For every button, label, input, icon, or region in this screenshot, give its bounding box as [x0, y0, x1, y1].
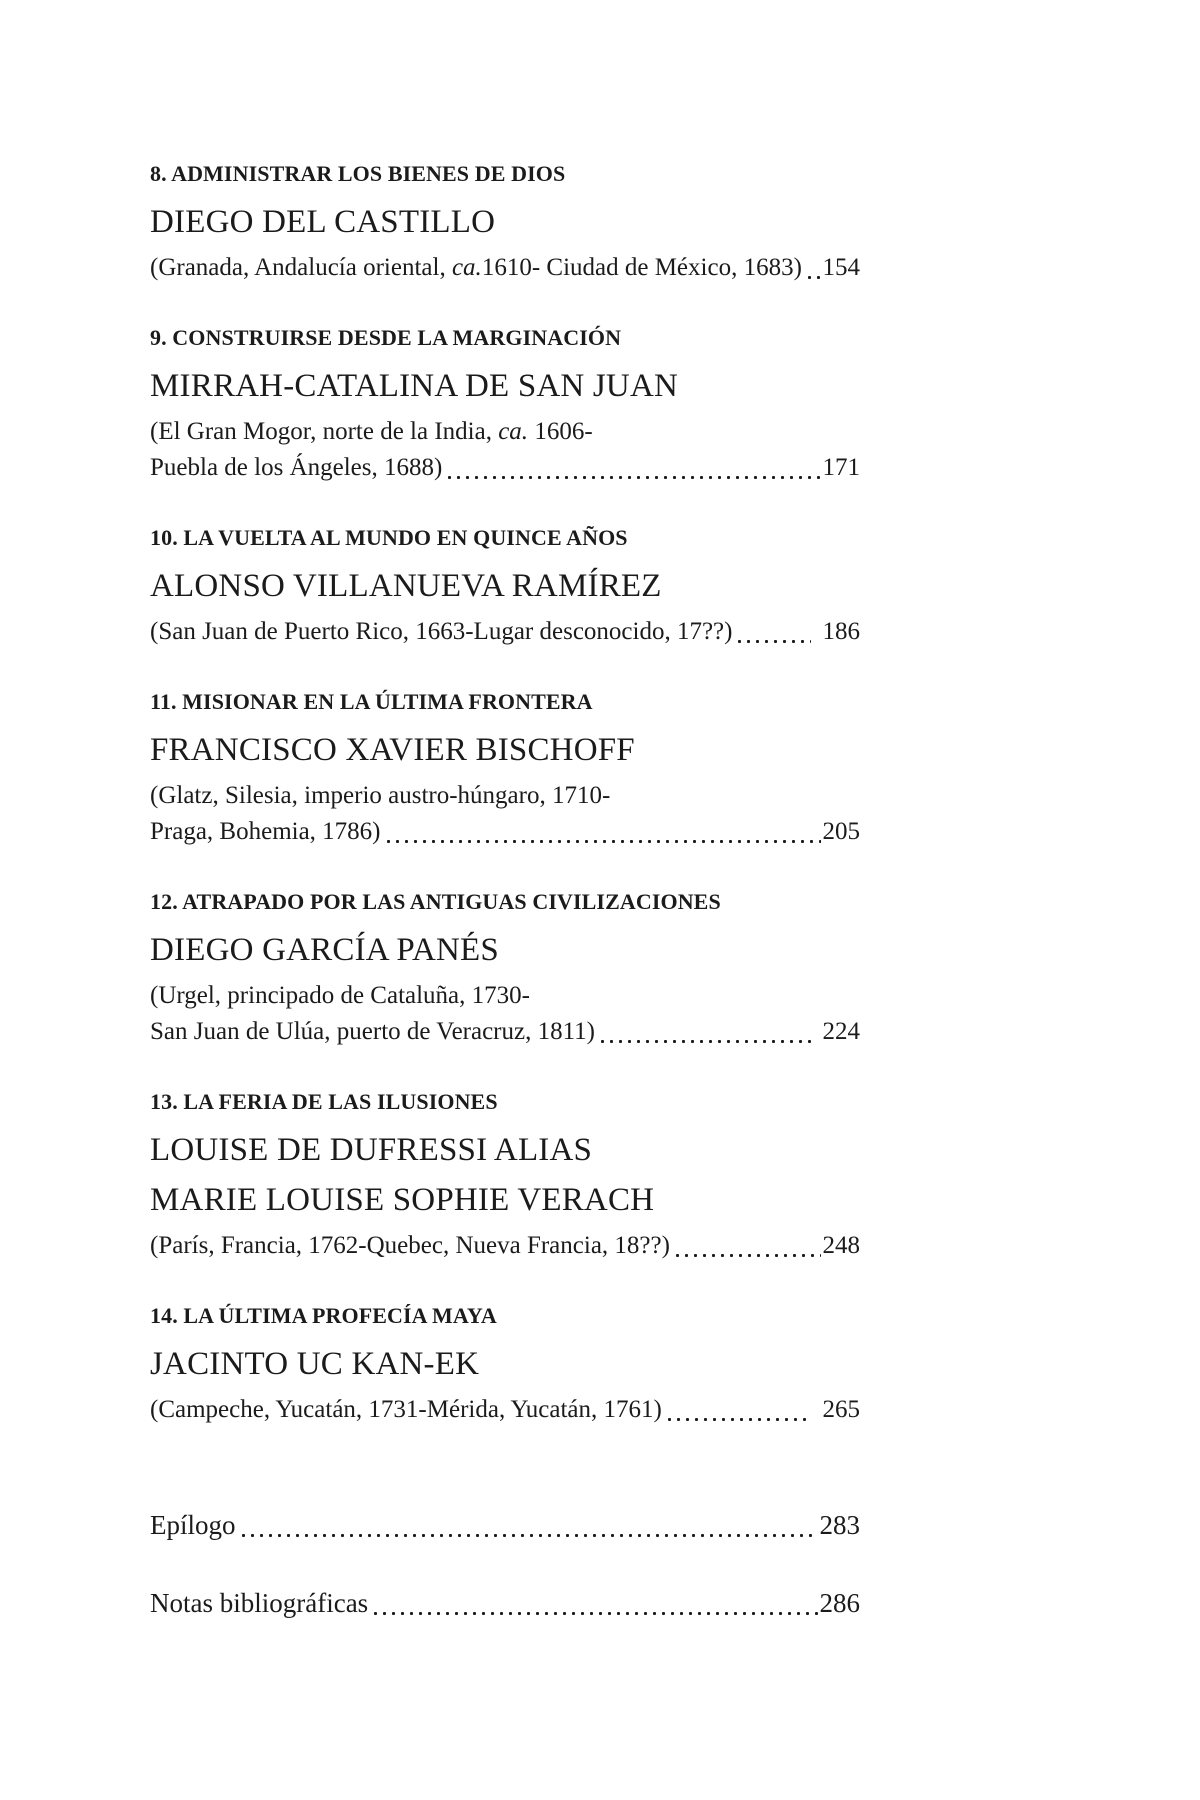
detail-text-italic-segment: ca. — [498, 418, 529, 445]
detail-text — [150, 1228, 670, 1264]
back-matter-label: Epílogo — [150, 1510, 236, 1540]
chapter-person-name: MARIE LOUISE SOPHIE VERACH — [150, 1182, 655, 1218]
dot-leader — [241, 1517, 818, 1544]
detail-text — [150, 1014, 595, 1050]
chapter-person-name: ALONSO VILLANUEVA RAMÍREZ — [150, 568, 662, 604]
chapter-detail-line — [150, 450, 860, 486]
chapter-detail-line — [150, 250, 860, 286]
toc-entry — [150, 160, 860, 286]
chapter-detail-line — [150, 414, 860, 450]
table-of-contents — [150, 160, 860, 1622]
detail-text-italic-segment: ca. — [451, 254, 482, 281]
toc-entries — [150, 160, 860, 1428]
chapter-detail-line — [150, 814, 860, 850]
chapter-detail-line — [150, 1014, 860, 1050]
chapter-detail-line — [150, 1392, 860, 1428]
chapter-number-title: 10. LA VUELTA AL MUNDO EN QUINCE AÑOS — [150, 525, 628, 550]
chapter-number-title: 8. ADMINISTRAR LOS BIENES DE DIOS — [150, 161, 566, 186]
back-matter-section — [150, 1506, 860, 1622]
chapter-person-name: DIEGO GARCÍA PANÉS — [150, 932, 499, 968]
chapter-person-name: FRANCISCO XAVIER BISCHOFF — [150, 732, 635, 768]
back-matter-line — [150, 1584, 860, 1622]
chapter-person-name: MIRRAH-CATALINA DE SAN JUAN — [150, 368, 679, 404]
detail-text-segment: (Urgel, principado de Cataluña, 1730- — [150, 982, 530, 1009]
page-number: 224 — [822, 1018, 860, 1045]
dot-leader — [737, 625, 810, 650]
page-number: 265 — [822, 1396, 860, 1423]
detail-text — [150, 982, 530, 1009]
detail-text — [150, 782, 610, 809]
chapter-number-title: 14. LA ÚLTIMA PROFECÍA MAYA — [150, 1303, 497, 1328]
dot-leader — [807, 261, 821, 286]
detail-text — [150, 250, 802, 286]
chapter-detail-line — [150, 978, 860, 1014]
page-number: 248 — [822, 1232, 860, 1259]
detail-text — [150, 1392, 662, 1428]
detail-text-segment: (San Juan de Puerto Rico, 1663-Lugar desconocido, 17??) — [150, 618, 733, 645]
toc-entry — [150, 888, 860, 1050]
chapter-number-title: 11. MISIONAR EN LA ÚLTIMA FRONTERA — [150, 689, 593, 714]
back-matter-label: Notas bibliográficas — [150, 1588, 369, 1618]
dot-leader — [447, 461, 820, 486]
dot-leader — [386, 825, 821, 850]
toc-entry — [150, 1302, 860, 1428]
detail-text-segment: San Juan de Ulúa, puerto de Veracruz, 1811) — [150, 1018, 595, 1045]
detail-text-segment: 1610- Ciudad de México, 1683) — [481, 254, 802, 281]
toc-entry — [150, 524, 860, 650]
detail-text-segment: (El Gran Mogor, norte de la India, — [150, 418, 499, 445]
detail-text — [150, 418, 593, 445]
detail-text-segment: Puebla de los Ángeles, 1688) — [150, 454, 443, 481]
page-number: 205 — [822, 818, 860, 845]
chapter-number-title: 9. CONSTRUIRSE DESDE LA MARGINACIÓN — [150, 325, 622, 350]
chapter-detail-line — [150, 778, 860, 814]
page-number: 283 — [819, 1510, 860, 1540]
page-number: 186 — [822, 618, 860, 645]
chapter-person-name: LOUISE DE DUFRESSI ALIAS — [150, 1132, 593, 1168]
toc-entry — [150, 688, 860, 850]
chapter-person-name: JACINTO UC KAN-EK — [150, 1346, 480, 1382]
dot-leader — [667, 1403, 811, 1428]
detail-text-segment: (Glatz, Silesia, imperio austro-húngaro, 1710- — [150, 782, 611, 809]
chapter-detail-line — [150, 1228, 860, 1264]
detail-text-segment: (Campeche, Yucatán, 1731-Mérida, Yucatán, 1761) — [150, 1396, 662, 1423]
dot-leader — [600, 1025, 811, 1050]
detail-text-segment: (París, Francia, 1762-Quebec, Nueva Francia, 18??) — [150, 1232, 670, 1259]
chapter-number-title: 13. LA FERIA DE LAS ILUSIONES — [150, 1089, 498, 1114]
back-matter-line — [150, 1506, 860, 1544]
dot-leader — [675, 1239, 821, 1264]
dot-leader — [373, 1595, 817, 1622]
toc-entry — [150, 1088, 860, 1264]
detail-text-segment: 1606- — [528, 418, 593, 445]
chapter-detail-line — [150, 614, 860, 650]
page-number: 171 — [822, 454, 860, 481]
detail-text — [150, 450, 442, 486]
detail-text — [150, 814, 381, 850]
chapter-number-title: 12. ATRAPADO POR LAS ANTIGUAS CIVILIZACIONES — [150, 889, 721, 914]
page-number: 154 — [822, 254, 860, 281]
chapter-person-name: DIEGO DEL CASTILLO — [150, 204, 496, 240]
detail-text-segment: Praga, Bohemia, 1786) — [150, 818, 381, 845]
detail-text — [150, 614, 732, 650]
toc-entry — [150, 324, 860, 486]
page-number: 286 — [819, 1588, 860, 1618]
detail-text-segment: (Granada, Andalucía oriental, — [150, 254, 452, 281]
